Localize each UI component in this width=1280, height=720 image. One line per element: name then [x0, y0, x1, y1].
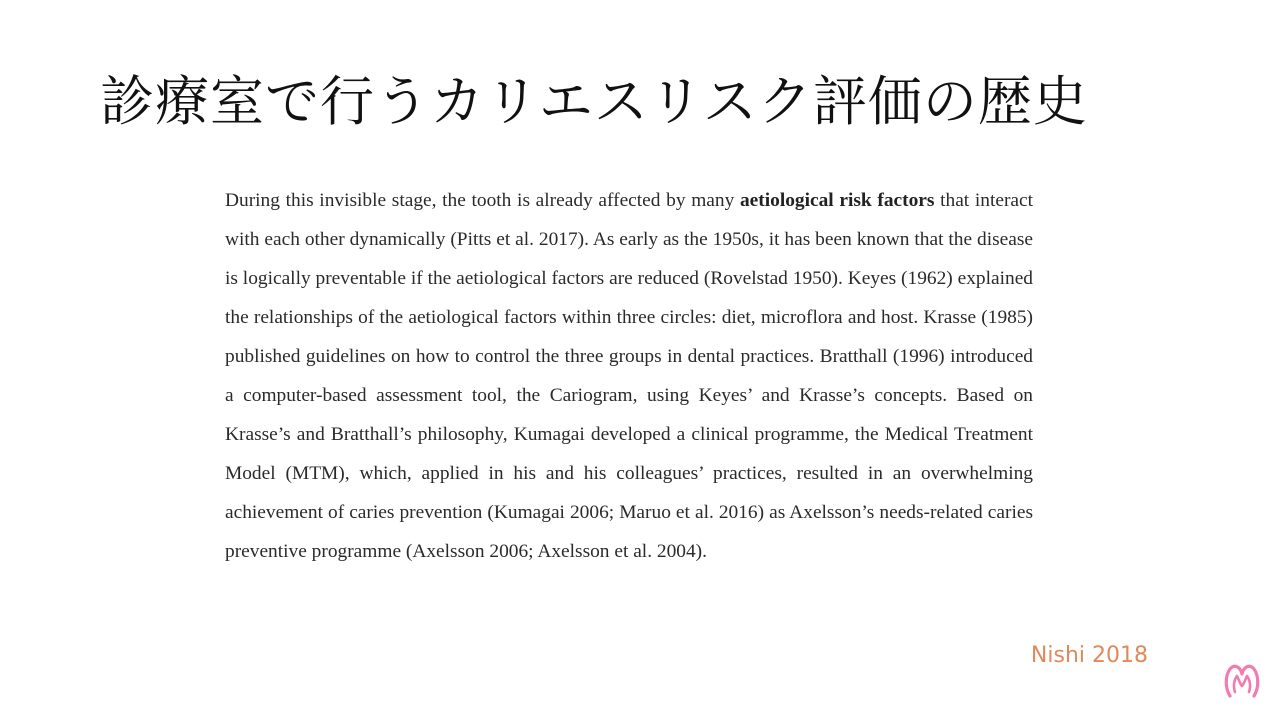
excerpt-image-text	[225, 181, 1033, 571]
excerpt-bold-term: aetiological risk factors	[739, 190, 935, 211]
excerpt-text-part1: During this invisible stage, the tooth is already affected by many	[225, 190, 740, 211]
pink-m-logo-icon	[1222, 662, 1262, 700]
slide-title: 診療室で行うカリエスリスク評価の歴史	[100, 70, 1088, 133]
citation-label: Nishi 2018	[1030, 643, 1148, 668]
excerpt-text-part2: that interact with each other dynamically (Pitts et al. 2017). As early as the 1950s, it has been known that the disease is logically preventable if the aetiological factors are reduced (Rovelstad 1950). Keyes (1962) explained the relationships of the aetiological factors within three circles: diet, microflora and host. Krasse (1985) published guidelines on how to control the three groups in dental practices. Bratthall (1996) introduced a computer-based assessment tool, the Cariogram, using Keyes’ and Krasse’s concepts. Based on Krasse’s and Bratthall’s philosophy, Kumagai developed a clinical programme, the Medical Treatment Model (MTM), which, applied in his and his colleagues’ practices, resulted in an overwhelming achievement of caries prevention (Kumagai 2006; Maruo et al. 2016) as Axelsson’s needs-related caries preventive programme (Axelsson 2006; Axelsson et al. 2004).	[225, 190, 1034, 562]
